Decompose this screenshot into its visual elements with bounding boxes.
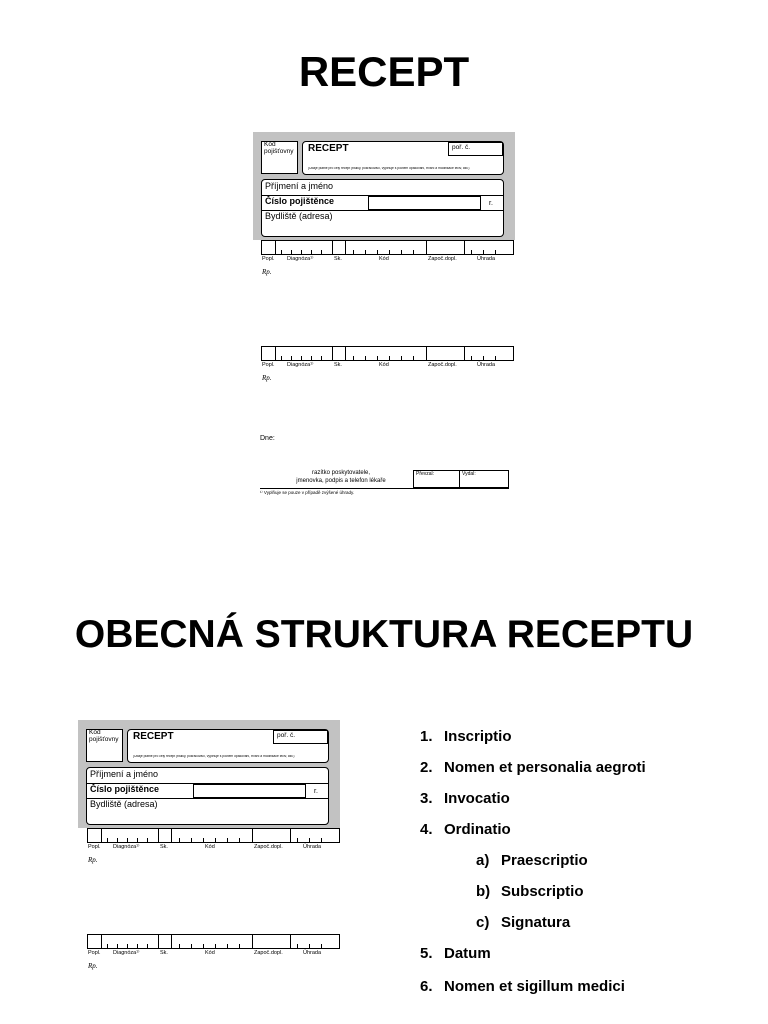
list-item-label: Signatura <box>501 914 571 931</box>
tick-mark <box>227 944 228 948</box>
column-label: Započ.dopl. <box>254 844 283 850</box>
column-label: Úhrada <box>303 844 322 850</box>
signature-divider <box>459 470 460 488</box>
tick-mark <box>413 250 414 254</box>
tick-mark <box>297 944 298 948</box>
list-item-number: c) <box>476 914 490 931</box>
list-item-number: 4. <box>420 821 433 838</box>
tick-mark <box>203 944 204 948</box>
tick-mark <box>117 838 118 842</box>
tick-mark <box>401 250 402 254</box>
column-label: Sk. <box>334 362 342 368</box>
tick-mark <box>147 944 148 948</box>
column-label: Započ.dopl. <box>254 950 283 956</box>
list-item-label: Subscriptio <box>501 883 584 900</box>
tick-mark <box>321 838 322 842</box>
tick-mark <box>301 250 302 254</box>
tick-mark <box>179 838 180 842</box>
column-label: Popl. <box>88 844 101 850</box>
tick-mark <box>281 356 282 360</box>
column-label: Započ.dopl. <box>428 362 457 368</box>
insurance-number-field <box>193 784 306 798</box>
tick-mark <box>353 356 354 360</box>
tick-mark <box>495 250 496 254</box>
footnote: ¹⁾ Vyplňuje se pouze v případě zvýšené úhrady. <box>260 490 355 495</box>
column-divider <box>332 240 333 255</box>
column-label: Úhrada <box>477 362 496 368</box>
column-divider <box>464 240 465 255</box>
tick-mark <box>191 944 192 948</box>
tick-mark <box>215 944 216 948</box>
tick-mark <box>365 356 366 360</box>
tick-mark <box>291 250 292 254</box>
list-item-number: 3. <box>420 790 433 807</box>
kod-pojistovny-label: Kód pojišťovny <box>264 141 294 155</box>
tick-mark <box>127 838 128 842</box>
tick-mark <box>239 838 240 842</box>
form-note: (Údaje platné pro celý recept (titulky, pokračovací, vyplňuje s počtem opakování, trvání a modifikace léčiv, atd.) <box>133 755 295 758</box>
tick-mark <box>389 356 390 360</box>
column-divider <box>290 828 291 843</box>
tick-mark <box>311 356 312 360</box>
tick-mark <box>471 250 472 254</box>
column-label: Diagnóza¹⁾ <box>287 362 314 368</box>
column-label: Úhrada <box>303 950 322 956</box>
column-divider <box>345 240 346 255</box>
tick-mark <box>215 838 216 842</box>
list-item-number: 5. <box>420 945 433 962</box>
tick-mark <box>311 250 312 254</box>
column-label: Sk. <box>334 256 342 262</box>
tick-mark <box>321 356 322 360</box>
tick-mark <box>321 250 322 254</box>
poradove-cislo-label: poř. č. <box>277 732 296 739</box>
rp-label: Rp. <box>88 962 98 970</box>
tick-mark <box>483 250 484 254</box>
address-label: Bydliště (adresa) <box>90 799 158 809</box>
column-label: Kód <box>205 950 215 956</box>
tick-mark <box>401 356 402 360</box>
list-subitem <box>476 883 768 903</box>
tick-mark <box>239 944 240 948</box>
footer-line <box>260 488 509 489</box>
column-divider <box>158 934 159 949</box>
tick-mark <box>413 356 414 360</box>
column-label: Popl. <box>262 362 275 368</box>
tick-mark <box>389 250 390 254</box>
list-item-label: Praescriptio <box>501 852 588 869</box>
tick-mark <box>377 356 378 360</box>
tick-mark <box>309 838 310 842</box>
tick-mark <box>203 838 204 842</box>
list-item-label: Nomen et sigillum medici <box>444 978 625 995</box>
column-divider <box>171 934 172 949</box>
tick-mark <box>147 838 148 842</box>
column-divider <box>158 828 159 843</box>
tick-mark <box>301 356 302 360</box>
list-item <box>420 821 720 841</box>
form-recept-label: RECEPT <box>308 143 349 154</box>
tick-mark <box>117 944 118 948</box>
form-recept-label: RECEPT <box>133 731 174 742</box>
list-item-number: a) <box>476 852 490 869</box>
list-item-label: Invocatio <box>444 790 510 807</box>
kod-pojistovny-label: Kód pojišťovny <box>89 729 119 743</box>
tick-mark <box>127 944 128 948</box>
tick-mark <box>137 944 138 948</box>
column-label: Úhrada <box>477 256 496 262</box>
tick-mark <box>309 944 310 948</box>
list-item <box>420 728 720 748</box>
column-label: Započ.dopl. <box>428 256 457 262</box>
column-strip-box <box>87 934 340 949</box>
insurance-number-label: Číslo pojištěnce <box>265 196 335 206</box>
tick-mark <box>495 356 496 360</box>
r-label: r. <box>314 788 318 795</box>
list-item-label: Nomen et personalia aegroti <box>444 759 646 776</box>
tick-mark <box>137 838 138 842</box>
tick-mark <box>281 250 282 254</box>
address-label: Bydliště (adresa) <box>265 211 333 221</box>
tick-mark <box>191 838 192 842</box>
insurance-number-field <box>368 196 481 210</box>
column-label: Popl. <box>262 256 275 262</box>
column-divider <box>290 934 291 949</box>
tick-mark <box>291 356 292 360</box>
rp-label: Rp. <box>262 268 272 276</box>
stamp-label: razítko poskytovatele, jmenovka, podpis a telefon lékaře <box>296 470 386 484</box>
list-item <box>420 790 720 810</box>
rp-label: Rp. <box>88 856 98 864</box>
column-strip-box <box>261 346 514 361</box>
list-item <box>420 978 720 998</box>
name-label: Příjmení a jméno <box>90 769 159 779</box>
slide-title-recept: RECEPT <box>298 48 470 95</box>
vydal-label: Vydal: <box>462 471 476 477</box>
list-item-label: Ordinatio <box>444 821 511 838</box>
date-label: Dne: <box>260 435 275 442</box>
column-strip-box <box>87 828 340 843</box>
tick-mark <box>377 250 378 254</box>
tick-mark <box>107 838 108 842</box>
list-item-number: 2. <box>420 759 433 776</box>
tick-mark <box>297 838 298 842</box>
column-label: Kód <box>379 362 389 368</box>
tick-mark <box>227 838 228 842</box>
column-divider <box>426 346 427 361</box>
column-divider <box>252 934 253 949</box>
tick-mark <box>471 356 472 360</box>
name-label: Příjmení a jméno <box>265 181 334 191</box>
column-divider <box>101 828 102 843</box>
column-label: Popl. <box>88 950 101 956</box>
column-label: Diagnóza¹⁾ <box>113 950 140 956</box>
tick-mark <box>353 250 354 254</box>
column-divider <box>275 346 276 361</box>
column-divider <box>275 240 276 255</box>
poradove-cislo-label: poř. č. <box>452 144 471 151</box>
column-label: Diagnóza¹⁾ <box>113 844 140 850</box>
column-divider <box>464 346 465 361</box>
tick-mark <box>179 944 180 948</box>
list-item <box>420 945 720 965</box>
list-item-number: 6. <box>420 978 433 995</box>
column-label: Sk. <box>160 844 168 850</box>
slide-title-struktura: OBECNÁ STRUKTURA RECEPTU <box>74 613 694 656</box>
list-item-number: b) <box>476 883 491 900</box>
column-label: Diagnóza¹⁾ <box>287 256 314 262</box>
column-divider <box>171 828 172 843</box>
list-item-label: Inscriptio <box>444 728 512 745</box>
tick-mark <box>365 250 366 254</box>
tick-mark <box>483 356 484 360</box>
list-subitem <box>476 914 768 934</box>
column-strip-box <box>261 240 514 255</box>
column-divider <box>101 934 102 949</box>
prevzal-label: Převzal: <box>416 471 435 477</box>
r-label: r. <box>489 200 493 207</box>
column-divider <box>345 346 346 361</box>
column-label: Kód <box>379 256 389 262</box>
column-label: Kód <box>205 844 215 850</box>
form-note: (Údaje platné pro celý recept (titulky, pokračovací, vyplňuje s počtem opakování, trvání a modifikace léčiv, atd.) <box>308 167 470 170</box>
tick-mark <box>321 944 322 948</box>
rp-label: Rp. <box>262 374 272 382</box>
column-divider <box>426 240 427 255</box>
list-subitem <box>476 852 768 872</box>
tick-mark <box>107 944 108 948</box>
list-item-number: 1. <box>420 728 433 745</box>
list-item <box>420 759 720 779</box>
insurance-number-label: Číslo pojištěnce <box>90 784 160 794</box>
column-divider <box>332 346 333 361</box>
list-item-label: Datum <box>444 945 491 962</box>
column-label: Sk. <box>160 950 168 956</box>
column-divider <box>252 828 253 843</box>
